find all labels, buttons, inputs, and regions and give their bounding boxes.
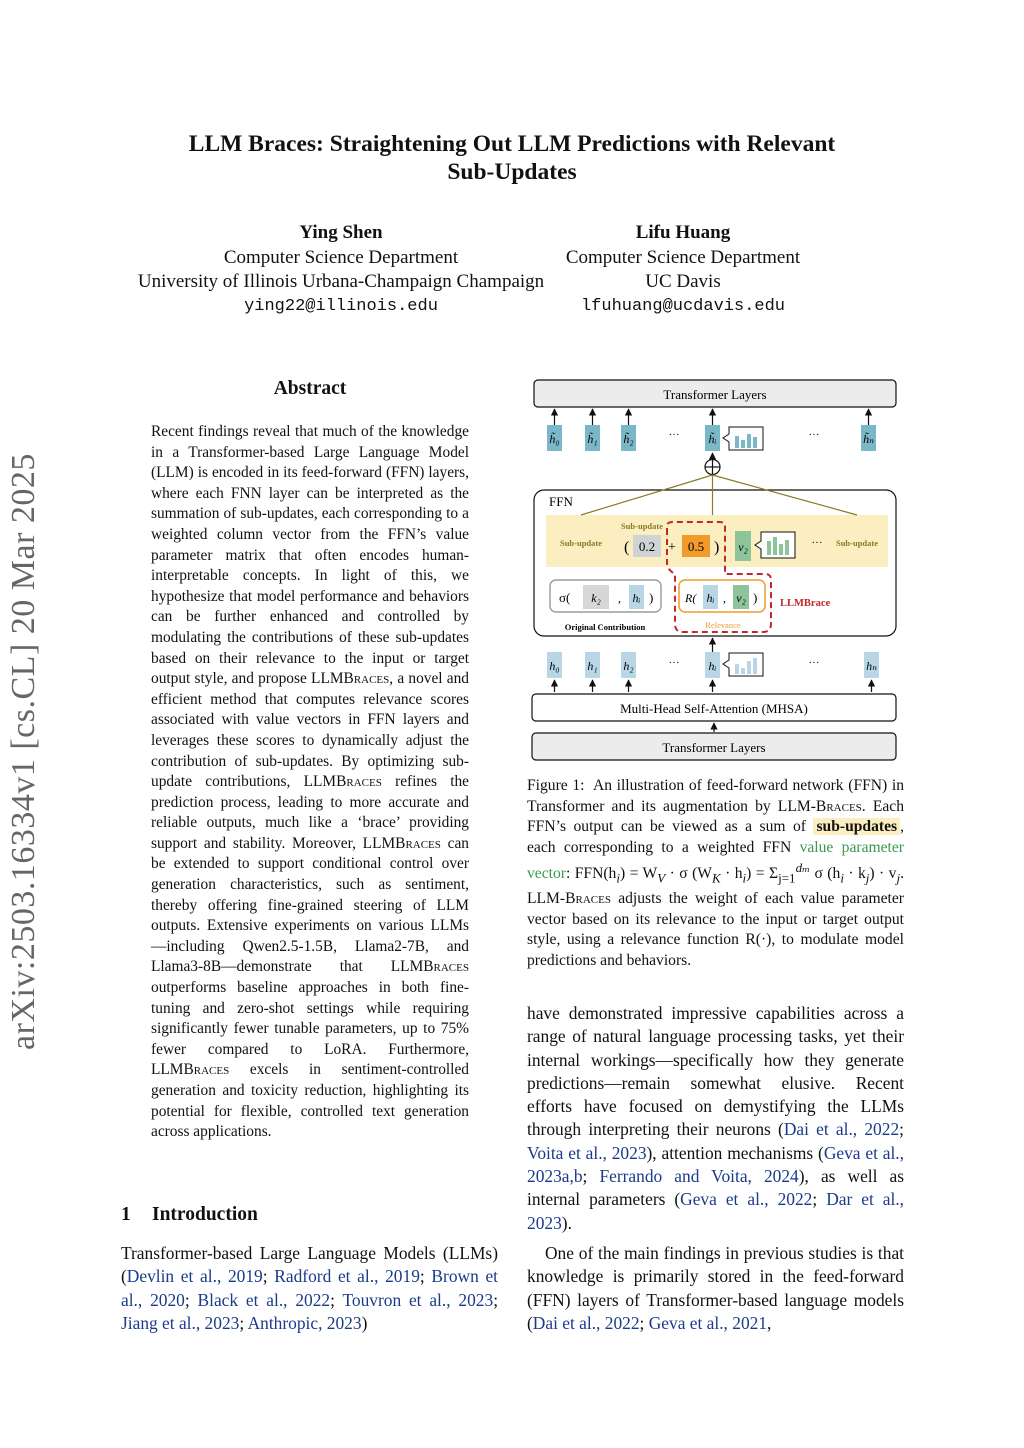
svg-text:hₙ: hₙ bbox=[866, 659, 877, 673]
citation-link[interactable]: Dar et al., 2023 bbox=[527, 1189, 905, 1233]
original-contribution-label: Original Contribution bbox=[564, 622, 646, 632]
svg-text:hᵢ: hᵢ bbox=[706, 591, 715, 605]
abstract-heading: Abstract bbox=[273, 378, 347, 399]
svg-text:,: , bbox=[618, 591, 621, 605]
citation-link[interactable]: Radford et al., 2019 bbox=[274, 1266, 420, 1287]
transformer-layers-top-label: Transformer Layers bbox=[663, 387, 767, 402]
svg-text:,: , bbox=[723, 591, 726, 605]
citation-link[interactable]: Voita et al., 2023 bbox=[527, 1142, 647, 1163]
author-affiliation: University of Illinois Urbana-Champaign Champaign bbox=[137, 271, 545, 292]
citation-link[interactable]: Black et al., 2022 bbox=[197, 1289, 331, 1310]
ellipsis: ··· bbox=[808, 657, 820, 669]
open-paren: ( bbox=[624, 539, 630, 556]
top-token-row bbox=[547, 425, 876, 451]
title-line-2: Sub-Updates bbox=[447, 159, 577, 185]
ellipsis: ··· bbox=[668, 657, 680, 669]
svg-text:h₁: h₁ bbox=[587, 659, 598, 673]
svg-text:h̃ᵢ: h̃ᵢ bbox=[708, 432, 717, 446]
svg-text:v₂: v₂ bbox=[738, 540, 748, 554]
svg-text:hᵢ: hᵢ bbox=[632, 591, 641, 605]
title-line-1: LLM Braces: Straightening Out LLM Predictions with Relevant bbox=[188, 131, 836, 157]
section-heading-introduction bbox=[121, 1204, 258, 1226]
sub-update-center-label: Sub-update bbox=[620, 521, 664, 531]
citation-link[interactable]: Geva et al., 2022 bbox=[680, 1189, 813, 1210]
citation-link[interactable]: Anthropic, 2023 bbox=[247, 1312, 362, 1333]
author-name: Ying Shen bbox=[299, 222, 383, 243]
relevance-label: Relevance bbox=[705, 620, 741, 630]
llmbrace-label: LLMBrace bbox=[780, 598, 831, 609]
sub-update-left-label: Sub-update bbox=[559, 538, 603, 548]
author-dept: Computer Science Department bbox=[223, 246, 459, 268]
weight-original: 0.2 bbox=[638, 539, 656, 554]
author-affiliation: UC Davis bbox=[645, 271, 721, 292]
section-title: Introduction bbox=[152, 1204, 258, 1225]
mhsa-label: Multi-Head Self-Attention (MHSA) bbox=[620, 701, 808, 716]
sub-updates-highlight: sub-updates bbox=[813, 818, 900, 835]
author-name: Lifu Huang bbox=[635, 222, 731, 243]
abstract-text: Recent findings reveal that much of the knowledge in a Transformer-based Large Language Model (LLM) is encoded in its feed-forward (FFN) layers, where each FNN layer can be interpreted as the summation of sub-updates, each corresponding to a weighted column vector from the FFN’s value parameter matrix that often encodes human-interpretable concepts. In light of this, we hypothesize that model performance and behaviors can be further enhanced and controlled by modulating the contributions of these sub-updates based on their relevance to the input or target output style, and propose LLMBraces, a novel and efficient method that computes relevance scores associated with value vectors in FFN layers and leverages these scores to dynamically adjust the contribution of sub-updates. By optimizing sub-update contributions, LLMBraces refines the prediction process, leading to more accurate and reliable outputs, much like a ‘brace’ providing support and stability. Moreover, LLMBraces can be extended to support conditional control over generation characteristics, such as sentiment, thereby offering fine-grained steering of LLM outputs. Extensive experiments on various LLMs—including Qwen2.5-1.5B, Llama2-7B, and Llama3-8B—demonstrate that LLMBraces outperforms baseline approaches in both fine-tuning and zero-shot settings while requiring significantly fewer tunable parameters, up to 75% fewer compared to LoRA. Furthermore, LLMBraces excels in sentiment-controlled generation and toxicity reduction, highlighting its potential for flexible, controlled text generation across applications. bbox=[151, 423, 470, 1141]
svg-text:h̃₁: h̃₁ bbox=[587, 432, 598, 446]
svg-text:h̃ₙ: h̃ₙ bbox=[863, 432, 874, 446]
arxiv-stamp: arXiv:2503.16334v1 [cs.CL] 20 Mar 2025 bbox=[5, 453, 42, 1050]
citation-link[interactable]: Jiang et al., 2023 bbox=[121, 1312, 240, 1333]
value-vector-term: value parameter vector bbox=[527, 838, 904, 883]
transformer-layers-bottom-label: Transformer Layers bbox=[662, 740, 766, 755]
ellipsis: ··· bbox=[668, 429, 680, 441]
citation-link[interactable]: Geva et al., 2023a,b bbox=[527, 1142, 904, 1187]
method-name: LLMBraces bbox=[311, 670, 390, 688]
sub-update-right-label: Sub-update bbox=[835, 538, 879, 548]
ellipsis: ··· bbox=[808, 429, 820, 441]
citation-link[interactable]: Brown et al., 2020 bbox=[121, 1266, 498, 1310]
author-block-1 bbox=[121, 221, 561, 319]
svg-text:R(: R( bbox=[685, 591, 697, 605]
svg-text:h̃₀: h̃₀ bbox=[549, 432, 560, 446]
caption-label: Figure 1: bbox=[527, 777, 585, 794]
svg-text:h₀: h₀ bbox=[549, 659, 560, 673]
body-paragraph-1: have demonstrated impressive capabilities across a range of natural language processing tasks, yet their internal workings—specifically how they generate predictions—remain somewhat elusive. Recent efforts have focused on demystifying the LLMs through interpreting their neurons (Dai et al., 2022; Voita et al., 2023), attention mechanisms (Geva et al., 2023a,b; Ferrando and Voita, 2024), as well as internal parameters (Geva et al., 2022; Dar et al., 2023). bbox=[527, 1003, 905, 1233]
intro-paragraph: Transformer-based Large Language Models (LLMs) (Devlin et al., 2019; Radford et al., 2019; Brown et al., 2020; Black et al., 2022; Touvron et al., 2023; Jiang et al., 2023; Anthropic, 2023) bbox=[121, 1243, 499, 1333]
citation-link[interactable]: Dai et al., 2022 bbox=[783, 1119, 900, 1140]
method-name: LLMBraces bbox=[303, 773, 382, 791]
figure-caption: Figure 1: An illustration of feed-forward network (FFN) in Transformer and its augmentation by LLM-Braces. Each FFN’s output can be viewed as a sum of sub-updates , each corresponding to a weighted FFN value parameter vector: $FFN(h_i) = W_V \cdot \sigma$ $(W_K \cdot h_i) = \Sigma_{j=1}^{d_m}$ σ $(h_i \cdot k_j) \cdot v_j$. LLM-Braces adjusts the weight of each value parameter vector based on its relevance to the input or target output style, using a relevance function R(·), to modulate model predictions and behaviors. bbox=[527, 777, 905, 970]
svg-text:v₂: v₂ bbox=[736, 591, 746, 605]
weight-relevance: 0.5 bbox=[687, 539, 705, 554]
svg-text:): ) bbox=[714, 539, 720, 556]
paper-title bbox=[0, 130, 1024, 186]
author-dept: Computer Science Department bbox=[565, 246, 801, 268]
svg-text:h₂: h₂ bbox=[623, 659, 634, 673]
citation-link[interactable]: Dai et al., 2022 bbox=[532, 1312, 640, 1333]
svg-text:hᵢ: hᵢ bbox=[708, 659, 717, 673]
mid-token-row bbox=[547, 652, 879, 678]
ellipsis: ··· bbox=[811, 537, 823, 549]
citation-link[interactable]: Devlin et al., 2019 bbox=[126, 1266, 263, 1287]
citation-link[interactable]: Geva et al., 2021 bbox=[648, 1312, 768, 1333]
figure-1-diagram bbox=[527, 374, 905, 766]
svg-text:): ) bbox=[649, 590, 654, 605]
svg-text:σ(: σ( bbox=[559, 590, 571, 605]
ffn-label: FFN bbox=[549, 494, 573, 509]
svg-text:): ) bbox=[753, 590, 758, 605]
citation-link[interactable]: Touvron et al., 2023 bbox=[342, 1289, 494, 1310]
svg-text:h̃₂: h̃₂ bbox=[623, 432, 634, 446]
svg-text:k₂: k₂ bbox=[591, 591, 601, 605]
citation-link[interactable]: Ferrando and Voita, 2024 bbox=[599, 1166, 799, 1187]
plus-sign: + bbox=[668, 540, 676, 555]
author-block-2 bbox=[553, 221, 813, 319]
body-paragraph-2: One of the main findings in previous studies is that knowledge is primarily stored in the feed-forward (FFN) layers of Transformer-based language models (Dai et al., 2022; Geva et al., 2021, bbox=[527, 1243, 904, 1333]
method-name: LLMBraces bbox=[390, 958, 469, 976]
method-name: LLMBraces bbox=[151, 1061, 230, 1079]
author-email[interactable]: lfuhuang@ucdavis.edu bbox=[580, 296, 786, 316]
author-email[interactable]: ying22@illinois.edu bbox=[244, 296, 438, 316]
method-name: LLMBraces bbox=[362, 834, 441, 852]
section-number: 1 bbox=[121, 1204, 131, 1225]
